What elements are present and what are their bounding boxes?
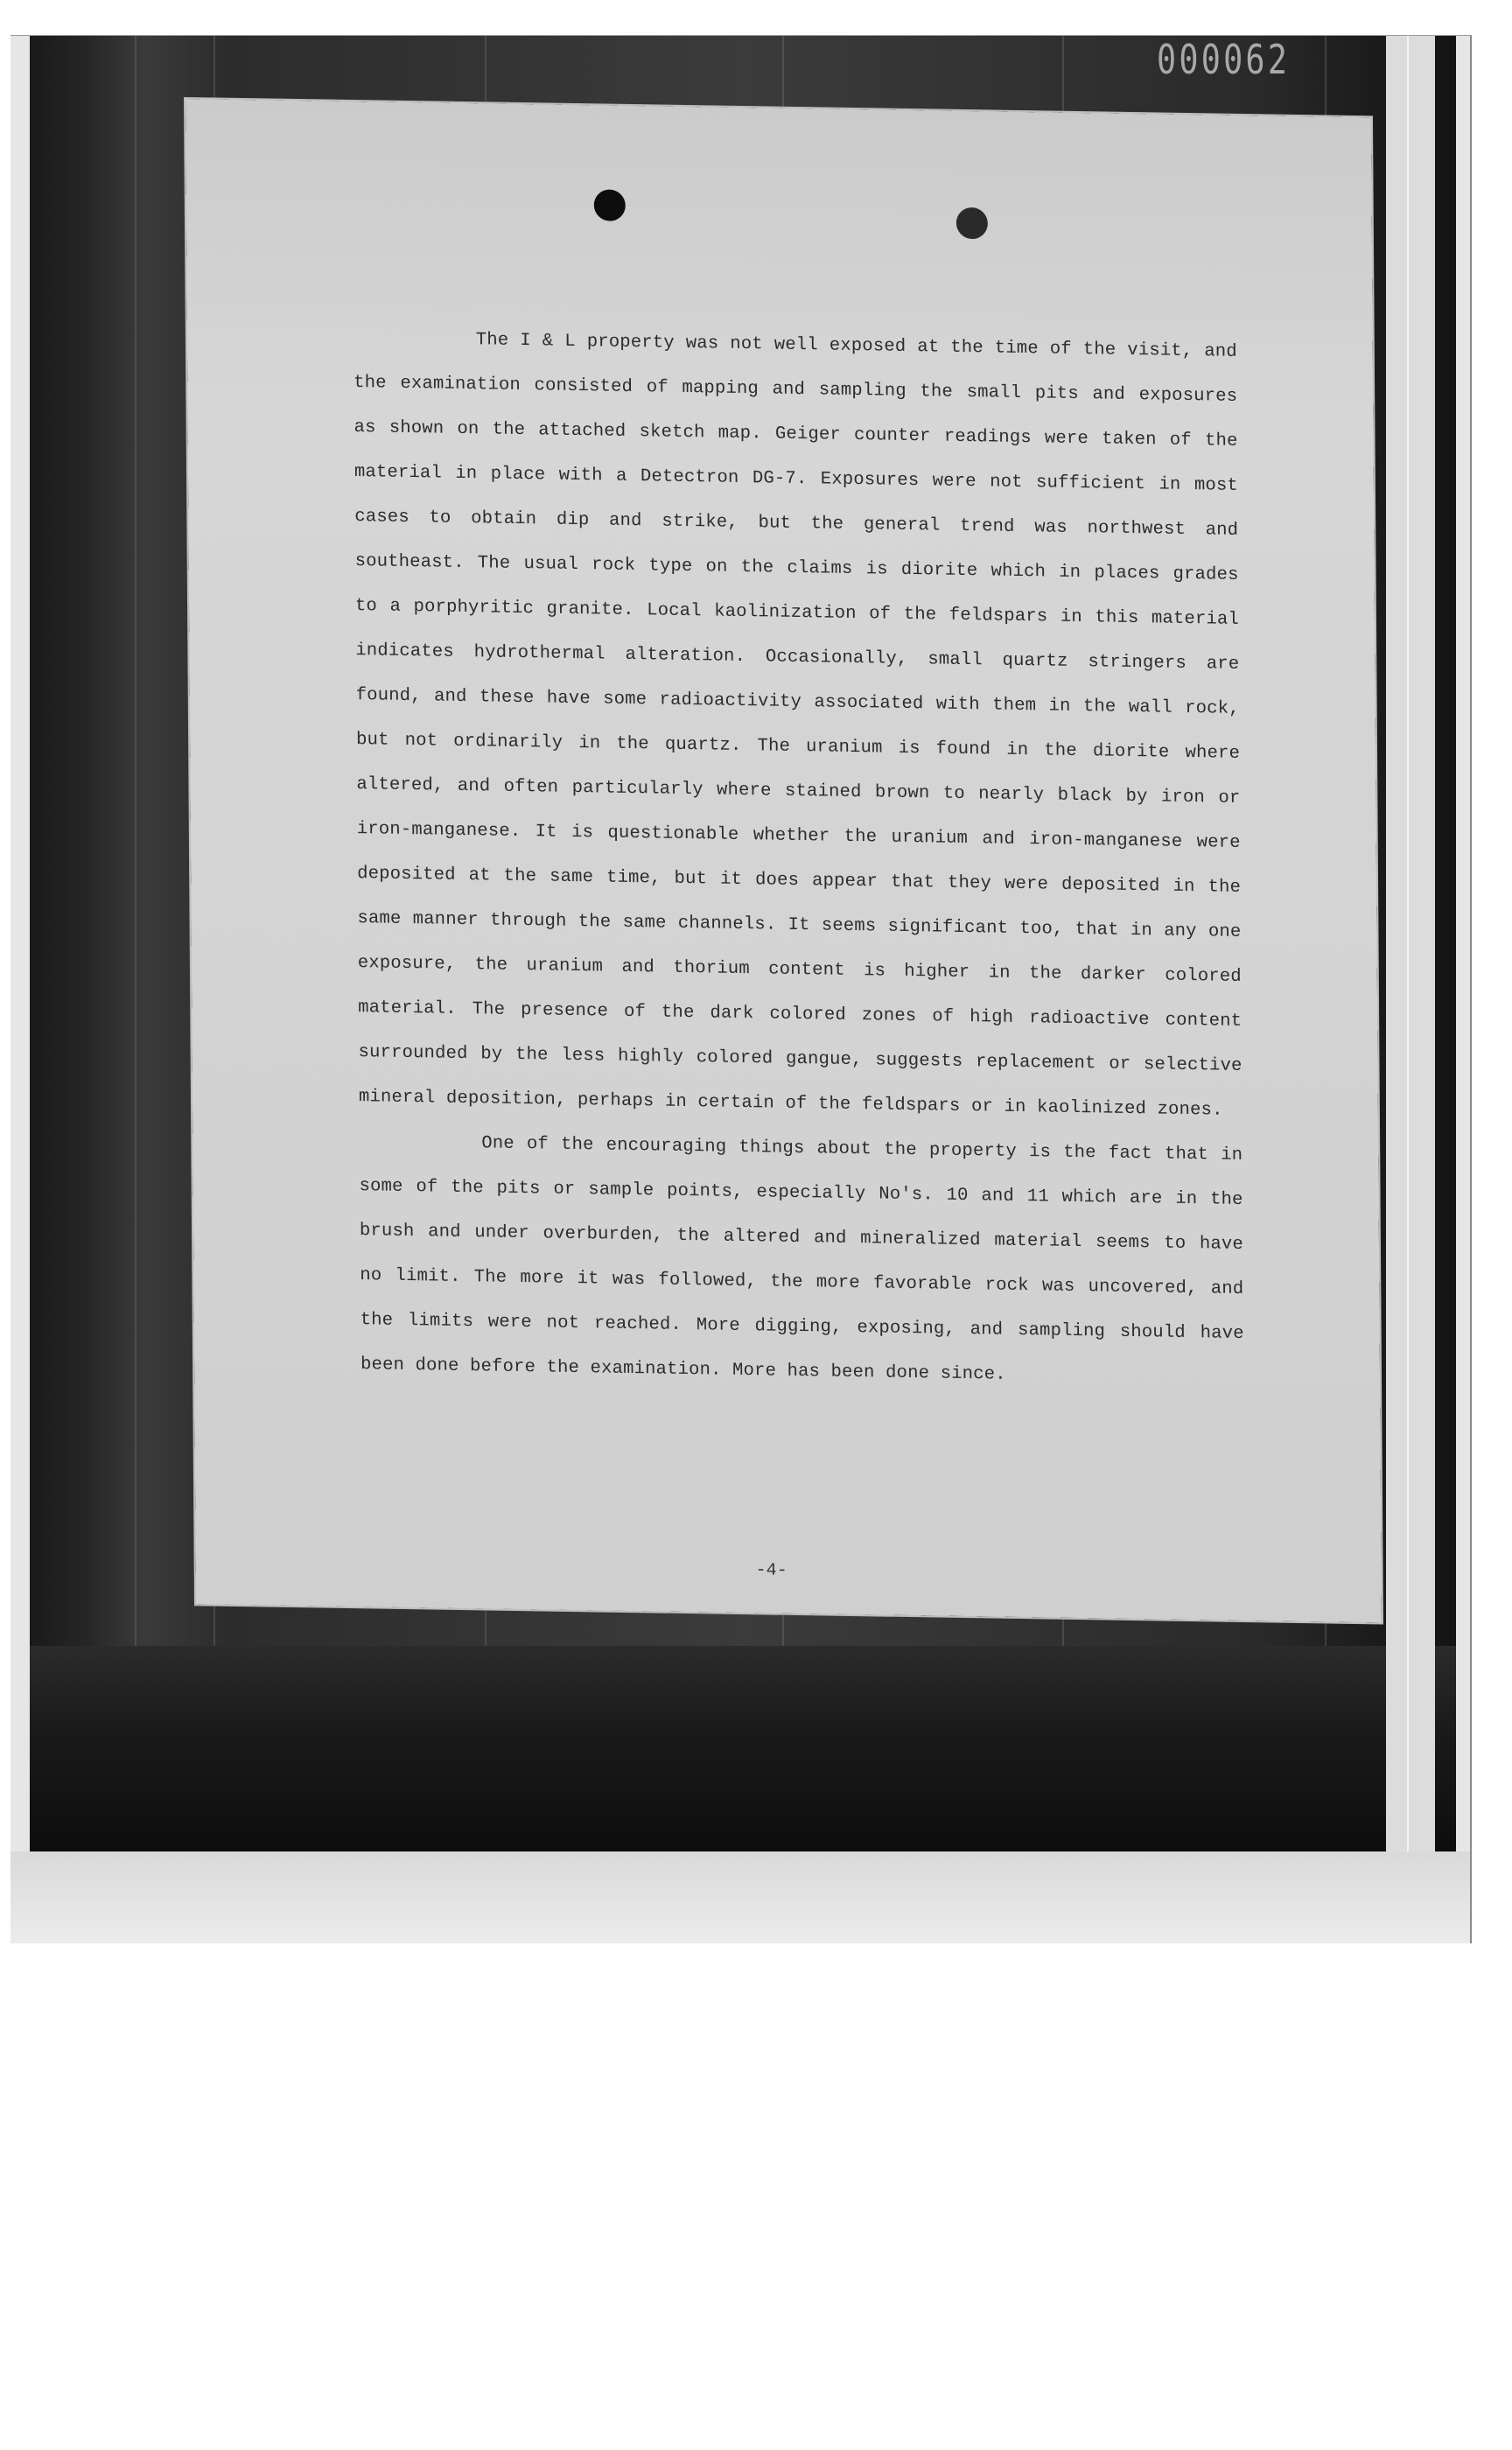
backdrop-right-edge bbox=[1386, 36, 1435, 1852]
paragraph-2: One of the encouraging things about the property is the fact that in some of the pits or sample points, especially No's. 10 and 11 which are in the brush and under overburden, the altered and mineralized material seems to have no limit. The more it was followed, the more favorable rock was uncovered, and the limits were not reached. More digging, exposing, and sampling should have been done before the examination. More has been done since. bbox=[359, 1133, 1244, 1385]
document-page bbox=[186, 99, 1382, 1623]
document-body bbox=[354, 316, 1245, 1401]
paragraph-1: The I & L property was not well exposed at the time of the visit, and the examination consisted of mapping and sampling the small pits and exposures as shown on the attached sketch map. Geiger counter readings were taken of the material in place with a Detectron DG-7. Exposures were not sufficient in most cases to obtain dip and strike, but the general trend was northwest and southeast. The usual rock type on the claims is diorite which in places grades to a porphyritic granite. Local kaolinization of the feldspars in this material indicates hydrothermal alteration. Occasionally, small quartz stringers are found, and these have some radioactivity associated with them in the wall rock, but not ordinarily in the quartz. The uranium is found in the diorite where altered, and often particularly where stained brown to nearly black by iron or iron-manganese. It is questionable whether the uranium and iron-manganese were deposited at the same time, but it does appear that they were deposited in the same manner through the same channels. It seems significant too, that in any one exposure, the uranium and thorium content is higher in the darker colored material. The presence of the dark colored zones of high radioactive content surrounded by the less highly colored gangue, suggests replacement or selective mineral deposition, perhaps in certain of the feldspars or in kaolinized zones. bbox=[354, 330, 1242, 1121]
scan-margin bbox=[10, 1852, 1470, 1943]
page-number: -4- bbox=[755, 1560, 788, 1581]
backdrop-plank bbox=[135, 36, 136, 1812]
archive-stamp: 000062 bbox=[1157, 36, 1291, 83]
punch-hole bbox=[594, 189, 626, 221]
backdrop-bottom bbox=[30, 1646, 1456, 1856]
scanned-photograph bbox=[10, 35, 1472, 1943]
punch-hole bbox=[956, 207, 988, 240]
backdrop-edge-line bbox=[1407, 36, 1409, 1852]
